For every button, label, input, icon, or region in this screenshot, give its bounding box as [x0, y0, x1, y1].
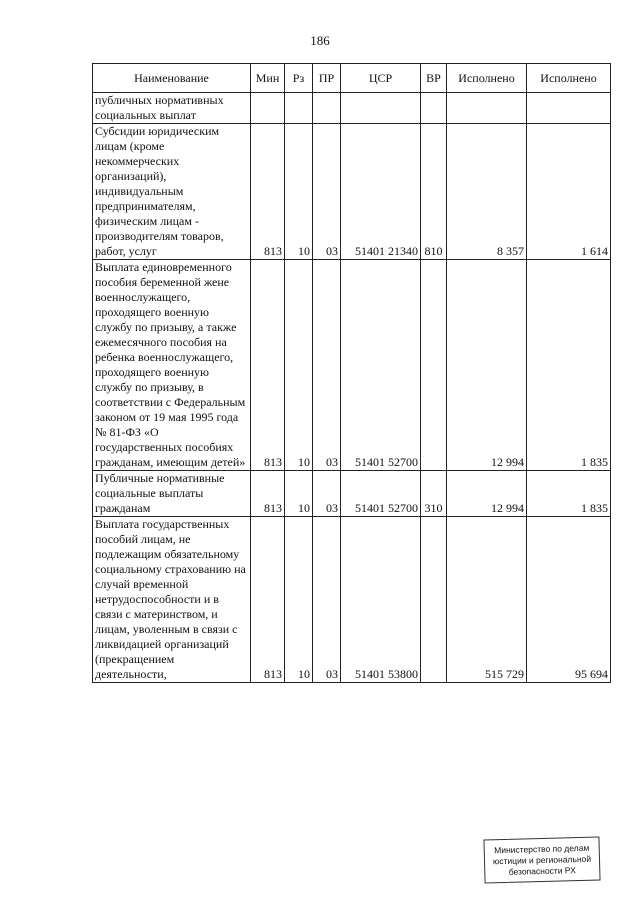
row-rz: 10 — [285, 124, 313, 260]
row-vr — [421, 260, 447, 471]
row-vr: 310 — [421, 471, 447, 517]
row-name: Субсидии юридическим лицам (кроме некоммерческих организаций), индивидуальным предпринимателям, физическим лицам - производителям товаров, работ, услуг — [93, 124, 251, 260]
stamp-line: юстиции и региональной — [492, 853, 592, 867]
row-csr — [341, 93, 421, 124]
header-rz: Рз — [285, 64, 313, 93]
row-executed-1: 515 729 — [447, 517, 527, 683]
row-executed-2: 1 614 — [527, 124, 611, 260]
row-name: публичных нормативных социальных выплат — [93, 93, 251, 124]
row-name: Выплата государственных пособий лицам, не подлежащим обязательному социальному страхованию на случай временной нетрудоспособности и в связи с материнством, и лицам, уволенным в связи с ликвидацией организаций (прекращением деятельности, — [93, 517, 251, 683]
row-vr — [421, 517, 447, 683]
row-executed-1: 12 994 — [447, 471, 527, 517]
page-number: 186 — [310, 33, 330, 48]
budget-table — [92, 63, 611, 683]
table-row — [93, 124, 611, 260]
ministry-stamp — [483, 836, 600, 883]
header-vr: ВР — [421, 64, 447, 93]
row-csr: 51401 52700 — [341, 471, 421, 517]
header-name: Наименование — [93, 64, 251, 93]
row-executed-1: 8 357 — [447, 124, 527, 260]
row-rz: 10 — [285, 471, 313, 517]
row-min — [251, 93, 285, 124]
row-pr: 03 — [313, 124, 341, 260]
row-name: Выплата единовременного пособия беременной жене военнослужащего, проходящего военную службу по призыву, а также ежемесячного пособия на ребенка военнослужащего, проходящего военную службу по призыву, в соответствии с Федеральным законом от 19 мая 1995 года № 81-ФЗ «О государственных пособиях гражданам, имеющим детей» — [93, 260, 251, 471]
row-executed-1: 12 994 — [447, 260, 527, 471]
table-row — [93, 93, 611, 124]
row-name: Публичные нормативные социальные выплаты гражданам — [93, 471, 251, 517]
row-executed-2: 1 835 — [527, 471, 611, 517]
row-rz — [285, 93, 313, 124]
row-pr — [313, 93, 341, 124]
row-pr: 03 — [313, 260, 341, 471]
header-csr: ЦСР — [341, 64, 421, 93]
row-csr: 51401 53800 — [341, 517, 421, 683]
row-executed-2: 1 835 — [527, 260, 611, 471]
table-row — [93, 260, 611, 471]
stamp-line: Министерство по делам — [494, 842, 590, 856]
row-csr: 51401 52700 — [341, 260, 421, 471]
row-rz: 10 — [285, 517, 313, 683]
row-executed-2: 95 694 — [527, 517, 611, 683]
row-vr: 810 — [421, 124, 447, 260]
row-executed-1 — [447, 93, 527, 124]
row-pr: 03 — [313, 471, 341, 517]
table-header-row — [93, 64, 611, 93]
header-executed-1: Исполнено — [447, 64, 527, 93]
table-row — [93, 471, 611, 517]
row-min: 813 — [251, 124, 285, 260]
table-row — [93, 517, 611, 683]
header-min: Мин — [251, 64, 285, 93]
row-pr: 03 — [313, 517, 341, 683]
row-min: 813 — [251, 260, 285, 471]
row-rz: 10 — [285, 260, 313, 471]
row-vr — [421, 93, 447, 124]
header-pr: ПР — [313, 64, 341, 93]
row-min: 813 — [251, 517, 285, 683]
stamp-line: безопасности РХ — [508, 865, 576, 877]
row-min: 813 — [251, 471, 285, 517]
header-executed-2: Исполнено — [527, 64, 611, 93]
row-executed-2 — [527, 93, 611, 124]
row-csr: 51401 21340 — [341, 124, 421, 260]
